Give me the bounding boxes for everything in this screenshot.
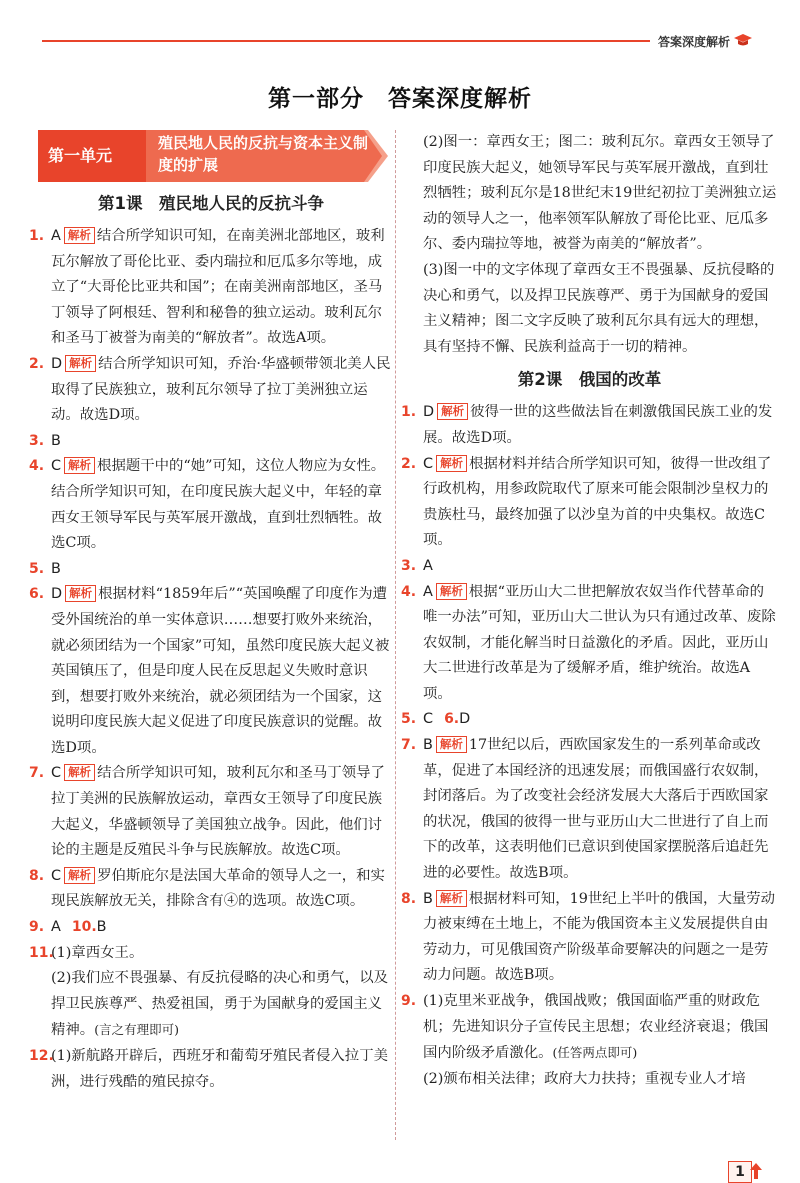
question-number: 8. bbox=[29, 867, 45, 884]
part-title: 第一部分 答案深度解析 bbox=[268, 86, 532, 112]
analysis-tag: 解析 bbox=[65, 355, 96, 372]
answer-choice: B bbox=[96, 919, 107, 936]
answer-choice: B bbox=[51, 432, 61, 449]
graduation-cap-icon bbox=[734, 34, 752, 46]
answer-item bbox=[402, 989, 777, 1092]
question-number: 7. bbox=[401, 737, 417, 754]
question-number: 2. bbox=[401, 455, 417, 472]
unit-label: 第一单元 bbox=[48, 146, 113, 165]
question-number: 2. bbox=[29, 355, 45, 372]
sub-answer-block bbox=[51, 966, 392, 1044]
question-number: 8. bbox=[401, 890, 417, 907]
question-number: 3. bbox=[29, 432, 45, 449]
answer-choice: C bbox=[51, 458, 62, 475]
sub-answer: (1)克里米亚战争，俄国战败；俄国面临严重的财政危机；先进知识分子宣传民主思想；农业经济衰退；俄国国内阶级矛盾激化。 bbox=[423, 993, 769, 1062]
analysis-tag: 解析 bbox=[436, 583, 467, 600]
question-number: 5. bbox=[401, 711, 417, 728]
answer-item bbox=[30, 864, 392, 915]
answer-note: (言之有理即可) bbox=[94, 1022, 179, 1038]
lesson-1-title: 第1课 殖民地人民的反抗斗争 bbox=[98, 194, 324, 213]
unit-banner bbox=[38, 128, 388, 184]
answer-choice: B bbox=[423, 890, 433, 907]
question-number: 5. bbox=[29, 560, 45, 577]
arrow-up-icon bbox=[750, 1163, 762, 1179]
answer-item bbox=[30, 224, 392, 352]
page-number: 1 bbox=[728, 1161, 752, 1183]
analysis-text: 彼得一世的这些做法旨在刺激俄国民族工业的发展。故选D项。 bbox=[423, 404, 773, 446]
analysis-tag: 解析 bbox=[64, 867, 95, 884]
answer-item bbox=[30, 761, 392, 863]
answer-item bbox=[402, 580, 777, 708]
analysis-text: 罗伯斯庇尔是法国大革命的领导人之一，和实现民族解放无关，排除含有④的选项。故选C项。 bbox=[51, 867, 385, 910]
answer-choice: A bbox=[423, 583, 433, 600]
analysis-tag: 解析 bbox=[437, 403, 468, 420]
question-number: 6. bbox=[29, 586, 45, 603]
analysis-tag: 解析 bbox=[64, 227, 95, 244]
sub-answer: (1)新航路开辟后，西班牙和葡萄牙殖民者侵入拉丁美洲，进行残酷的殖民掠夺。 bbox=[51, 1048, 388, 1090]
analysis-text: 根据题干中的“她”可知，这位人物应为女性。结合所学知识可知，在印度民族大起义中，年轻的章西女王领导军民与英军展开激战，直到壮烈牺牲。故选C项。 bbox=[51, 458, 386, 552]
answer-choice: C bbox=[51, 765, 62, 782]
analysis-tag: 解析 bbox=[436, 455, 467, 472]
question-number: 10. bbox=[71, 919, 97, 936]
answer-item bbox=[402, 452, 777, 554]
right-column bbox=[402, 130, 777, 1092]
analysis-text: 17世纪以后，西欧国家发生的一系列革命或改革，促进了本国经济的迅速发展；而俄国盛行农奴制，封闭落后。为了改变社会经济发展大大落后于西欧国家的状况，俄国的彼得一世与亚历山大二世进行了自上而下的改革，这表明他们已意识到使国家摆脱落后追赶先进的必要性。故选B项。 bbox=[423, 737, 769, 882]
sub-answer: (2)图一：章西女王；图二：玻利瓦尔。章西女王领导了印度民族大起义，她领导军民与英军展开激战，直到壮烈牺牲；玻利瓦尔是18世纪末19世纪初拉丁美洲独立运动的领导人之一，他率领军队解放了哥伦比亚、厄瓜多尔、委内瑞拉等地，被誉为南美的“解放者”。 bbox=[423, 134, 777, 253]
lesson-2-title: 第2课 俄国的改革 bbox=[517, 370, 662, 390]
question-number: 4. bbox=[401, 583, 417, 600]
analysis-text: 结合所学知识可知，玻利瓦尔和圣马丁领导了拉丁美洲的民族解放运动，章西女王领导了印度民族大起义，华盛顿领导了美国独立战争。因此，他们讨论的主题是反殖民斗争与民族解放。故选C项。 bbox=[51, 765, 385, 859]
answer-choice: D bbox=[459, 711, 471, 728]
sub-answer: (1)章西女王。 bbox=[51, 944, 144, 961]
answer-item bbox=[30, 1044, 392, 1095]
left-column bbox=[30, 128, 392, 1095]
answer-item bbox=[30, 582, 392, 761]
question-number: 1. bbox=[401, 404, 417, 421]
answer-item bbox=[402, 554, 777, 580]
question-number: 11. bbox=[29, 944, 54, 961]
question-number: 9. bbox=[401, 993, 417, 1009]
sub-answer: (2)颁布相关法律；政府大力扶持；重视专业人才培 bbox=[423, 1070, 746, 1087]
answer-item bbox=[30, 429, 392, 455]
analysis-tag: 解析 bbox=[64, 764, 95, 781]
running-title: 答案深度解析 bbox=[657, 35, 730, 49]
header-rule bbox=[42, 40, 650, 42]
analysis-text: 根据材料并结合所学知识可知，彼得一世改组了行政机构，用参政院取代了原来可能会限制沙皇权力的贵族杜马，最终加强了以沙皇为首的中央集权。故选C项。 bbox=[423, 455, 772, 549]
analysis-tag: 解析 bbox=[65, 585, 96, 602]
question-number: 3. bbox=[401, 557, 417, 574]
answer-item bbox=[30, 454, 392, 556]
question-number: 4. bbox=[29, 458, 45, 475]
answer-choice: A bbox=[51, 228, 61, 244]
answer-note: (任答两点即可) bbox=[552, 1045, 638, 1061]
analysis-text: 根据材料“1859年后”“英国唤醒了印度作为遭受外国统治的单一实体意识……想要打败外来统治，就必须团结为一个国家”可知，虽然印度民族大起义被英国镇压了，但是印度人民在反思起义失败时意识到，想要打败外来统治，就必须团结为一个国家，这说明印度民族大起义促进了印度民族意识的觉醒。故选D项。 bbox=[51, 586, 390, 756]
analysis-tag: 解析 bbox=[436, 736, 467, 753]
answer-choice: C bbox=[423, 455, 434, 472]
question-number: 9. bbox=[29, 919, 45, 936]
answer-item bbox=[30, 557, 392, 583]
answer-item bbox=[30, 941, 392, 1044]
answer-choice: D bbox=[423, 404, 435, 421]
analysis-text: 根据材料可知，19世纪上半叶的俄国，大量劳动力被束缚在土地上，不能为俄国资本主义发展提供自由劳动力，可见俄国资产阶级革命要解决的问题之一是劳动力问题。故选B项。 bbox=[423, 890, 776, 984]
answer-choice: D bbox=[51, 355, 63, 372]
column-divider bbox=[395, 130, 396, 1140]
answer-item bbox=[402, 400, 777, 451]
sub-answer: (2)我们应不畏强暴、有反抗侵略的决心和勇气，以及捍卫民族尊严、热爱祖国，勇于为国献身的爱国主义精神。 bbox=[51, 970, 388, 1039]
analysis-text: 结合所学知识可知，乔治·华盛顿带领北美人民取得了民族独立，玻利瓦尔领导了拉丁美洲独立运动。故选D项。 bbox=[51, 355, 391, 424]
question-number: 7. bbox=[29, 765, 45, 782]
question-number: 1. bbox=[29, 228, 45, 244]
analysis-text: 结合所学知识可知，在南美洲北部地区，玻利瓦尔解放了哥伦比亚、委内瑞拉和厄瓜多尔等地，成立了“大哥伦比亚共和国”；在南美洲南部地区，圣马丁领导了阿根廷、智利和秘鲁的独立运动。玻利瓦尔和圣马丁被誉为南美的“解放者”。故选A项。 bbox=[51, 228, 385, 347]
answer-item bbox=[402, 707, 777, 733]
analysis-tag: 解析 bbox=[436, 890, 467, 907]
analysis-tag: 解析 bbox=[64, 457, 95, 474]
answer-choice: B bbox=[51, 560, 61, 577]
answer-choice: C bbox=[51, 867, 62, 884]
answer-choice: B bbox=[423, 737, 433, 754]
answer-item bbox=[402, 733, 777, 887]
unit-title: 殖民地人民的反抗与资本主义制度的扩展 bbox=[158, 134, 369, 174]
answer-choice: C bbox=[423, 711, 434, 728]
analysis-text: 根据“亚历山大二世把解放农奴当作代替革命的唯一办法”可知，亚历山大二世认为只有通过改革、废除农奴制，才能化解当时日益激化的矛盾。因此，亚历山大二世进行改革是为了缓解矛盾，维护统治。故选A项。 bbox=[423, 583, 776, 702]
sub-answer: (3)图一中的文字体现了章西女王不畏强暴、反抗侵略的决心和勇气，以及捍卫民族尊严、勇于为国献身的爱国主义精神；图二文字反映了玻利瓦尔具有远大的理想，具有坚持不懈、民族利益高于一切的精神。 bbox=[423, 261, 775, 355]
question-number: 12. bbox=[29, 1048, 54, 1064]
answer-item bbox=[30, 915, 392, 941]
answer-choice: A bbox=[423, 557, 433, 574]
answer-item bbox=[402, 887, 777, 989]
answer-choice: D bbox=[51, 586, 63, 603]
question-number: 6. bbox=[444, 711, 460, 728]
answer-choice: A bbox=[51, 919, 61, 936]
answer-item bbox=[30, 352, 392, 429]
